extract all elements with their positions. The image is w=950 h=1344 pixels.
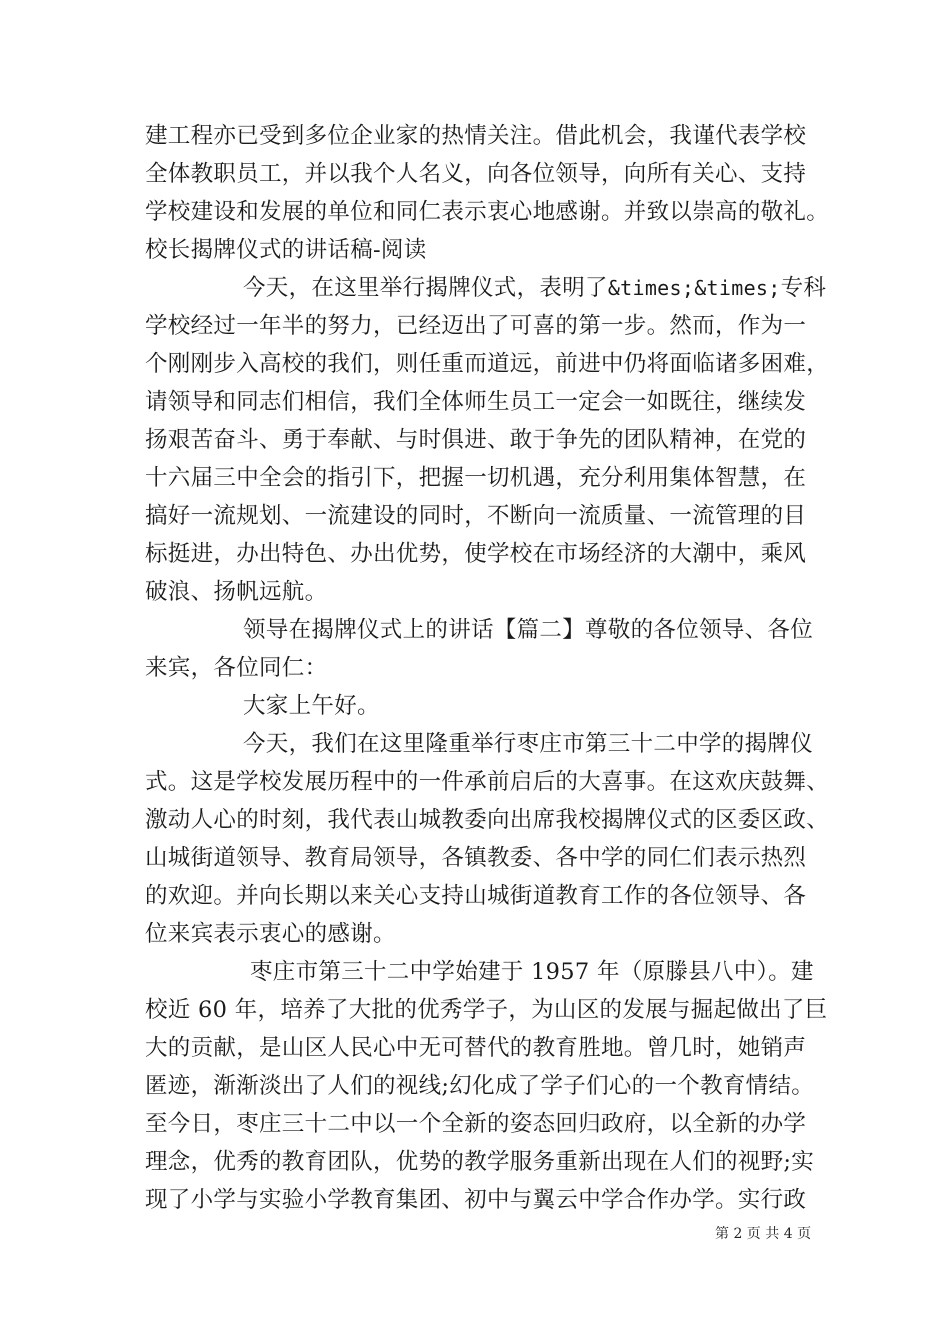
- html-entity-text: &times;&times;: [607, 276, 781, 300]
- text-line: 学校建设和发展的单位和同仁表示衷心地感谢。并致以崇高的敬礼。: [145, 199, 830, 225]
- text-line: 现了小学与实验小学教育集团、初中与翼云中学合作办学。实行政: [145, 1187, 807, 1213]
- text-line: 破浪、扬帆远航。: [145, 579, 328, 605]
- page-number-footer: 第 2 页 共 4 页: [715, 1226, 812, 1242]
- text-line: 十六届三中全会的指引下，把握一切机遇，充分利用集体智慧，在: [145, 465, 807, 491]
- text-line: 激动人心的时刻，我代表山城教委向出席我校揭牌仪式的区委区政、: [145, 807, 830, 833]
- text-line: 全体教职员工，并以我个人名义，向各位领导，向所有关心、支持: [145, 161, 807, 187]
- text-line: 枣庄市第三十二中学始建于 1957 年（原滕县八中）。建: [250, 959, 814, 985]
- text-line: 标挺进，办出特色、办出优势，使学校在市场经济的大潮中，乘风: [145, 541, 807, 567]
- text-line: [243, 269, 827, 307]
- text-line: 匿迹，渐渐淡出了人们的视线;幻化成了学子们心的一个教育情结。: [145, 1073, 815, 1099]
- text-line: 大家上午好。: [243, 693, 380, 719]
- text-line: 理念，优秀的教育团队，优势的教学服务重新出现在人们的视野;实: [145, 1149, 815, 1175]
- text-line: 式。这是学校发展历程中的一件承前启后的大喜事。在这欢庆鼓舞、: [145, 769, 830, 795]
- text-line: 扬艰苦奋斗、勇于奉献、与时俱进、敢于争先的团队精神，在党的: [145, 427, 807, 453]
- text-line: 位来宾表示衷心的感谢。: [145, 921, 396, 947]
- section-heading: 校长揭牌仪式的讲话稿-阅读: [145, 237, 427, 263]
- text-segment: 今天，在这里举行揭牌仪式，表明了: [243, 275, 608, 301]
- text-line: 个刚刚步入高校的我们，则任重而道远，前进中仍将面临诸多困难，: [145, 351, 830, 377]
- text-line: 今天，我们在这里隆重举行枣庄市第三十二中学的揭牌仪: [243, 731, 814, 757]
- text-line: 搞好一流规划、一流建设的同时，不断向一流质量、一流管理的目: [145, 503, 807, 529]
- text-line: 大的贡献，是山区人民心中无可替代的教育胜地。曾几时，她销声: [145, 1035, 807, 1061]
- text-segment: 专科: [780, 275, 827, 301]
- text-line: 来宾，各位同仁：: [145, 655, 328, 681]
- text-line: 的欢迎。并向长期以来关心支持山城街道教育工作的各位领导、各: [145, 883, 807, 909]
- section-heading: 领导在揭牌仪式上的讲话【篇二】尊敬的各位领导、各位: [243, 617, 814, 643]
- text-line: 学校经过一年半的努力，已经迈出了可喜的第一步。然而，作为一: [145, 313, 807, 339]
- text-line: 校近 60 年，培养了大批的优秀学子，为山区的发展与掘起做出了巨: [145, 997, 828, 1023]
- text-line: 至今日，枣庄三十二中以一个全新的姿态回归政府，以全新的办学: [145, 1111, 807, 1137]
- text-line: 建工程亦已受到多位企业家的热情关注。借此机会，我谨代表学校: [145, 123, 807, 149]
- text-line: 请领导和同志们相信，我们全体师生员工一定会一如既往，继续发: [145, 389, 807, 415]
- text-line: 山城街道领导、教育局领导，各镇教委、各中学的同仁们表示热烈: [145, 845, 807, 871]
